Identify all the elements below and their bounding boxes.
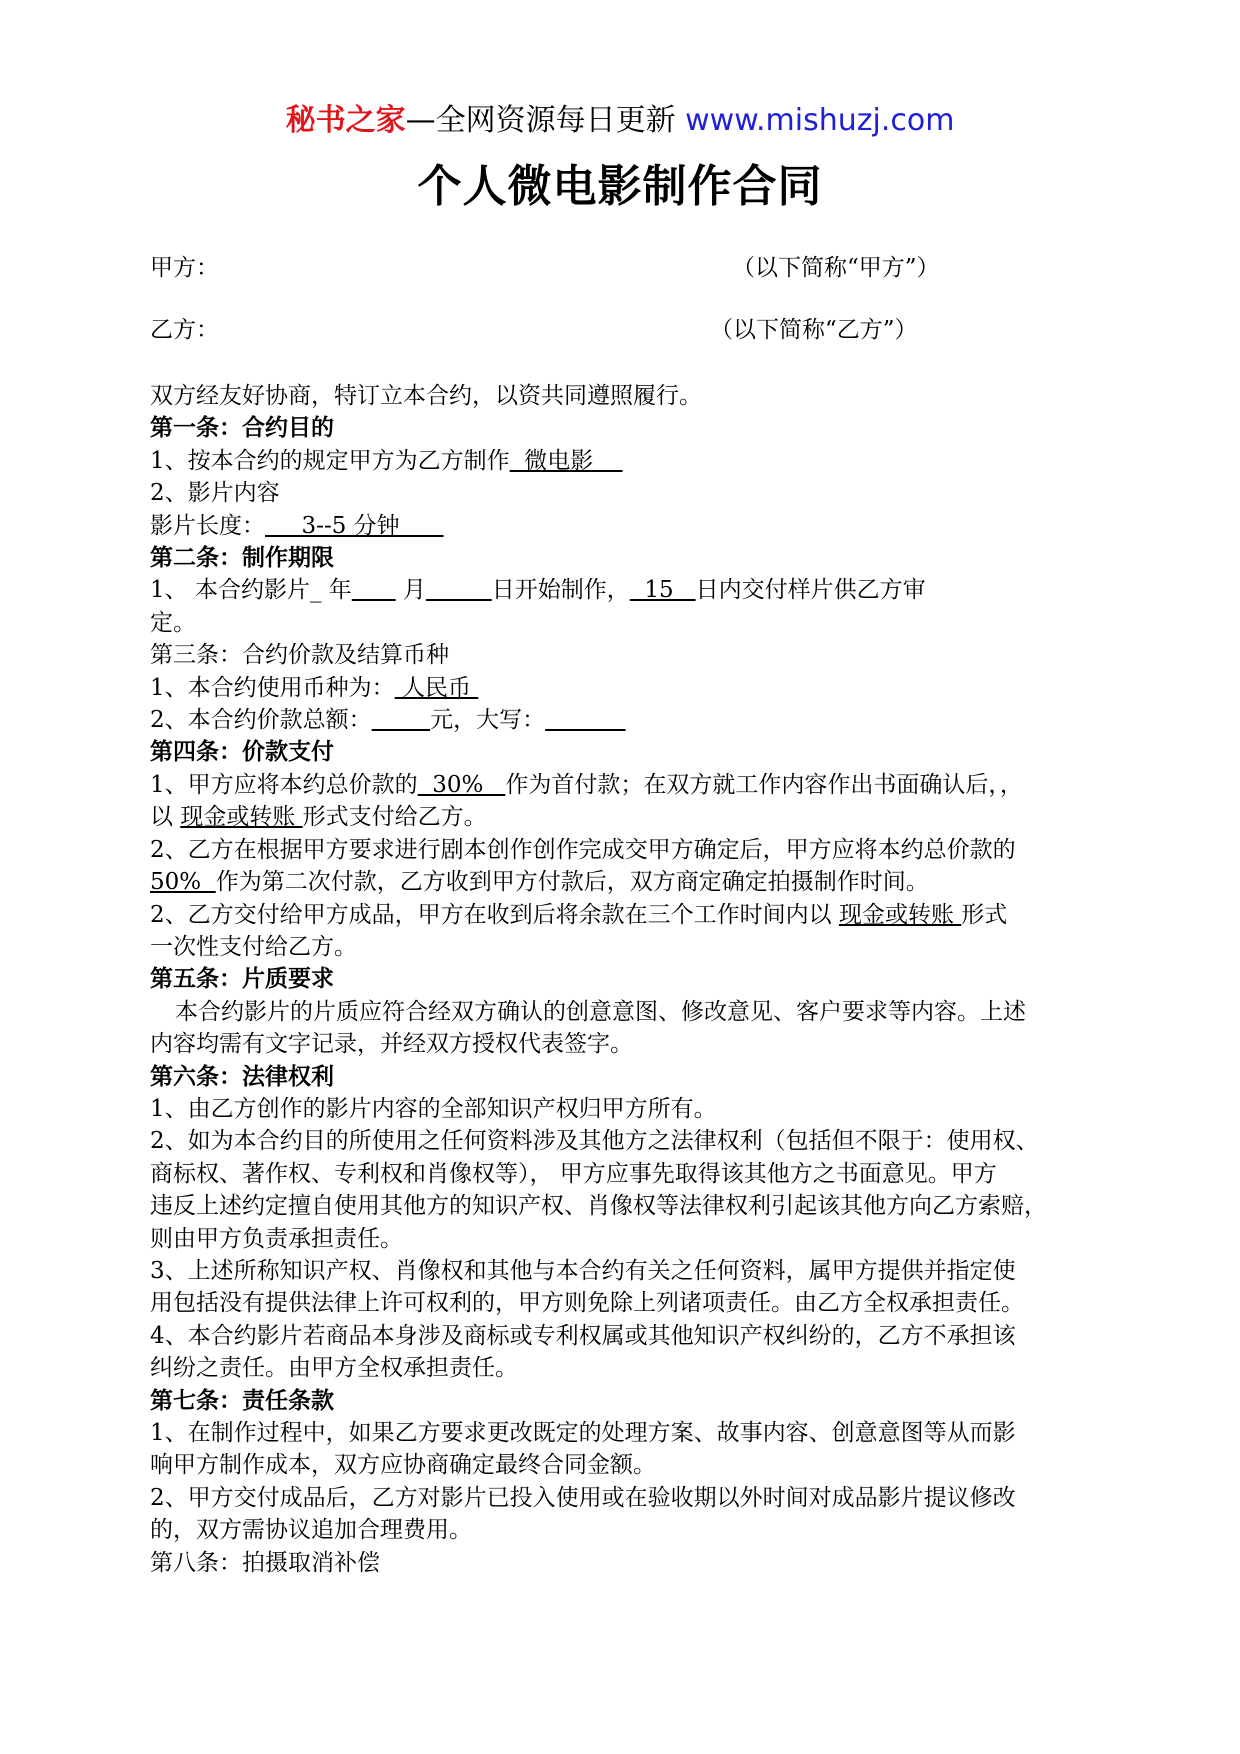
section-6-line: 纠纷之责任。由甲方全权承担责任。	[150, 1355, 518, 1382]
text: 1、本合约使用币种为：	[150, 674, 395, 701]
amount-blank	[372, 707, 431, 733]
text: 日开始制作，	[491, 577, 630, 604]
section-7-line: 响甲方制作成本，双方应协商确定最终合同金额。	[150, 1452, 656, 1479]
text: 2、本合约价款总额：	[150, 707, 372, 734]
section-4-line	[150, 801, 1090, 833]
section-4-line: 一次性支付给乙方。	[150, 933, 357, 960]
section-1-line	[150, 445, 1090, 477]
section-6-line: 1、由乙方创作的影片内容的全部知识产权归甲方所有。	[150, 1095, 717, 1122]
currency-field: 人民币	[394, 674, 479, 701]
delivery-days-field: 15	[629, 577, 696, 604]
product-type-field: 微电影	[509, 447, 623, 474]
section-7-heading: 第七条：责任条款	[150, 1387, 334, 1414]
text: 作为第二次付款，乙方收到甲方付款后，双方商定确定拍摄制作时间。	[215, 869, 929, 896]
section-5-line: 内容均需有文字记录，并经双方授权代表签字。	[150, 1031, 633, 1058]
second-payment-percent: 50%	[150, 869, 216, 896]
text: 月	[395, 577, 426, 604]
section-6-heading: 第六条：法律权利	[150, 1063, 334, 1090]
section-4-line: 2、乙方在根据甲方要求进行剧本创作创作完成交甲方确定后，甲方应将本约总价款的	[150, 836, 1016, 863]
section-6-line: 2、如为本合约目的所使用之任何资料涉及其他方之法律权利（包括但不限于：使用权、	[150, 1128, 1039, 1155]
section-6-line: 商标权、著作权、专利权和肖像权等）， 甲方应事先取得该其他方之书面意见。甲方	[150, 1160, 997, 1187]
party-a-label: 甲方：	[150, 255, 219, 281]
section-7-line: 1、在制作过程中，如果乙方要求更改既定的处理方案、故事内容、创意意图等从而影	[150, 1420, 1016, 1446]
section-5-line: 本合约影片的片质应符合经双方确认的创意意图、修改意见、客户要求等内容。上述	[175, 998, 1026, 1025]
section-1-line: 2、影片内容	[150, 480, 280, 507]
section-8-heading: 第八条：拍摄取消补偿	[150, 1549, 380, 1576]
section-3-line	[150, 672, 1090, 704]
text: 以	[150, 804, 181, 831]
party-b-line	[150, 314, 918, 346]
section-4-line	[150, 866, 1090, 898]
section-4-line	[150, 899, 1090, 931]
payment-method-field: 现金或转账	[180, 804, 303, 831]
section-6-line: 则由甲方负责承担责任。	[150, 1225, 403, 1252]
section-1-line	[150, 510, 1090, 542]
day-blank	[426, 577, 492, 603]
section-7-line: 的，双方需协议追加合理费用。	[150, 1517, 472, 1544]
section-7-line: 2、甲方交付成品后，乙方对影片已投入使用或在验收期以外时间对成品影片提议修改	[150, 1484, 1016, 1511]
text: 1、按本合约的规定甲方为乙方制作	[150, 447, 510, 474]
party-b-note: （以下简称“乙方”）	[710, 317, 918, 343]
site-banner	[0, 100, 1240, 142]
section-3-heading: 第三条：合约价款及结算币种	[150, 642, 449, 669]
text: 2、乙方交付给甲方成品，甲方在收到后将余款在三个工作时间内以	[150, 901, 839, 928]
section-6-line: 3、上述所称知识产权、肖像权和其他与本合约有关之任何资料，属甲方提供并指定使	[150, 1257, 1016, 1284]
amount-words-blank	[545, 707, 625, 733]
text: 作为首付款；在双方就工作内容作出书面确认后，，	[505, 771, 1023, 798]
section-6-line: 违反上述约定擅自使用其他方的知识产权、肖像权等法律权利引起该其他方向乙方索赔，	[150, 1193, 1047, 1220]
text: 形式支付给乙方。	[302, 804, 487, 831]
section-6-line: 4、本合约影片若商品本身涉及商标或专利权属或其他知识产权纠纷的，乙方不承担该	[150, 1322, 1016, 1349]
text: 1、 本合约影片_ 年	[150, 577, 352, 604]
section-3-line	[150, 704, 1090, 736]
section-2-line	[150, 574, 1090, 606]
party-a-line	[150, 252, 940, 284]
text: 元，大写：	[430, 707, 546, 734]
text: 1、甲方应将本约总价款的	[150, 771, 418, 798]
year-blank	[352, 577, 396, 603]
first-payment-percent: 30%	[417, 771, 506, 798]
intro-paragraph: 双方经友好协商，特订立本合约，以资共同遵照履行。	[150, 383, 702, 409]
section-2-heading: 第二条：制作期限	[150, 545, 334, 572]
section-5-heading: 第五条：片质要求	[150, 966, 334, 993]
banner-tagline: —全网资源每日更新	[405, 103, 676, 138]
banner-url[interactable]: www.mishuzj.com	[685, 103, 955, 138]
text: 日内交付样片供乙方审	[695, 577, 926, 604]
section-6-line: 用包括没有提供法律上许可权利的，甲方则免除上列诸项责任。由乙方全权承担责任。	[150, 1290, 1024, 1317]
section-4-line	[150, 769, 1090, 801]
text: 形式	[961, 901, 1008, 928]
section-2-line: 定。	[150, 609, 196, 636]
text: 影片长度：	[150, 512, 265, 539]
banner-brand: 秘书之家	[285, 103, 406, 138]
document-title: 个人微电影制作合同	[417, 161, 823, 212]
section-4-heading: 第四条：价款支付	[150, 739, 334, 766]
section-1-heading: 第一条：合约目的	[150, 415, 334, 442]
film-length-field: 3--5 分钟	[265, 512, 444, 539]
party-a-note: （以下简称“甲方”）	[732, 255, 940, 281]
final-payment-method-field: 现金或转账	[838, 901, 962, 928]
party-b-label: 乙方：	[150, 317, 219, 343]
contract-body	[150, 380, 1090, 1579]
